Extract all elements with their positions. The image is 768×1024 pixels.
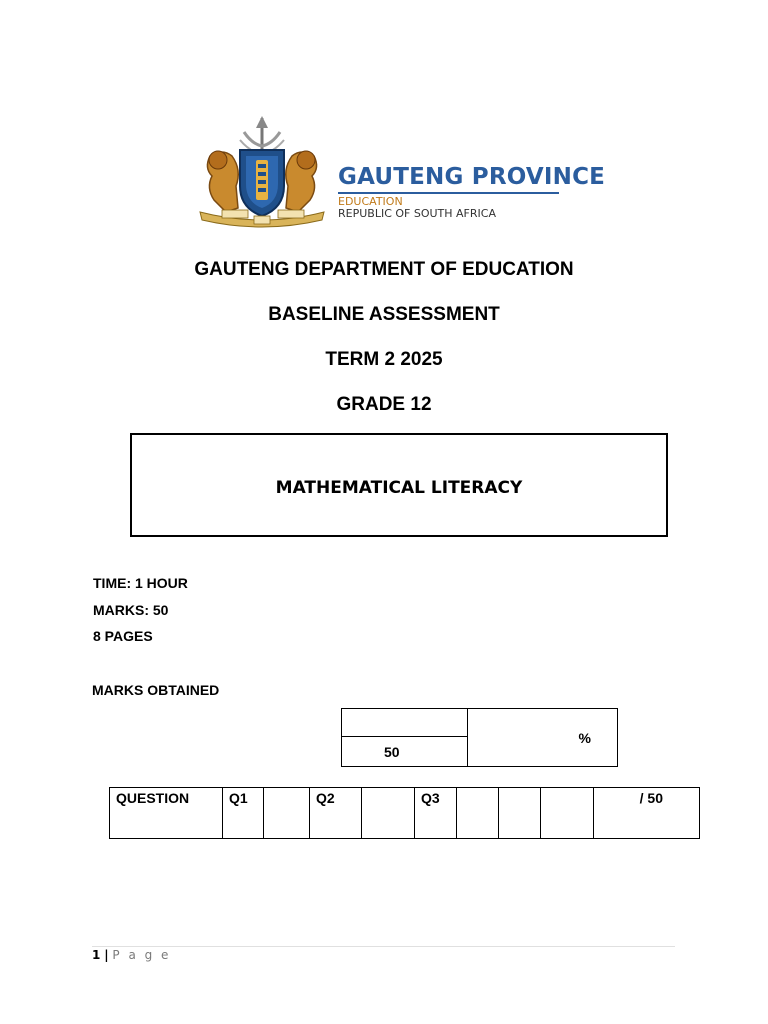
percent-cell xyxy=(468,709,618,767)
question-header-cell: QUESTION xyxy=(110,788,223,839)
percent-sign: % xyxy=(578,729,591,746)
q1-mark-cell xyxy=(264,788,310,839)
gauteng-logo xyxy=(192,116,606,228)
total-marks: MARKS: 50 xyxy=(93,602,169,618)
marks-total-cell xyxy=(342,737,468,767)
marks-obtained-table xyxy=(341,708,618,767)
q2-cell: Q2 xyxy=(310,788,362,839)
q2-mark-cell xyxy=(362,788,415,839)
footer-divider xyxy=(92,946,675,947)
page-footer xyxy=(92,948,171,962)
logo-title: GAUTENG PROVINCE xyxy=(338,164,606,190)
logo-subtitle-country: REPUBLIC OF SOUTH AFRICA xyxy=(338,207,496,220)
time-allowed: TIME: 1 HOUR xyxy=(93,575,188,591)
assessment-heading: BASELINE ASSESSMENT xyxy=(268,304,500,325)
logo-subtitle-education: EDUCATION xyxy=(338,195,403,208)
subject-title: MATHEMATICAL LITERACY xyxy=(275,478,523,498)
page-word: P a g e xyxy=(112,948,171,962)
blank-cell xyxy=(499,788,541,839)
marks-obtained-label: MARKS OBTAINED xyxy=(92,682,220,698)
total-out-of-cell: / 50 xyxy=(594,788,700,839)
q3-mark-cell xyxy=(457,788,499,839)
table-row xyxy=(110,788,700,839)
marks-total: 50 xyxy=(384,743,400,760)
q3-cell: Q3 xyxy=(415,788,457,839)
page-count: 8 PAGES xyxy=(93,628,153,644)
question-marks-table xyxy=(109,787,700,839)
coat-of-arms-icon xyxy=(192,116,332,228)
marks-score-cell xyxy=(342,709,468,737)
logo-divider xyxy=(338,192,559,194)
term-heading: TERM 2 2025 xyxy=(325,349,443,370)
subject-box xyxy=(130,433,668,537)
page-number: 1 xyxy=(92,948,101,962)
department-heading: GAUTENG DEPARTMENT OF EDUCATION xyxy=(194,259,574,280)
blank-cell xyxy=(541,788,594,839)
q1-cell: Q1 xyxy=(223,788,264,839)
footer-separator: | xyxy=(104,948,109,962)
grade-heading: GRADE 12 xyxy=(336,394,432,415)
